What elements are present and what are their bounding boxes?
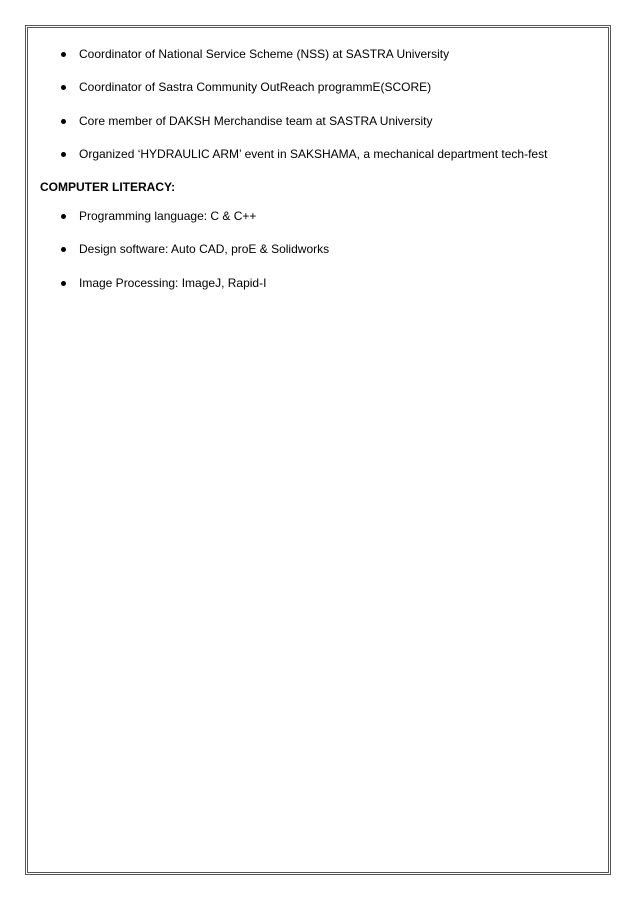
list-item-text: Core member of DAKSH Merchandise team at SASTRA University xyxy=(79,113,433,128)
activities-list xyxy=(40,47,600,162)
list-item xyxy=(40,80,600,95)
section-heading: COMPUTER LITERACY: xyxy=(40,180,176,195)
list-item-text: Programming language: C & C++ xyxy=(79,209,257,224)
activities-section xyxy=(40,47,600,162)
list-item xyxy=(40,147,600,162)
list-item-text: Coordinator of National Service Scheme (NSS) at SASTRA University xyxy=(79,47,450,61)
list-item xyxy=(40,47,600,62)
list-item-text: Image Processing: ImageJ, Rapid-I xyxy=(79,275,267,290)
list-item xyxy=(40,114,600,129)
bullet-icon xyxy=(61,119,66,124)
bullet-icon xyxy=(61,214,66,219)
list-item xyxy=(40,276,600,291)
list-item xyxy=(40,209,600,224)
computer-literacy-section xyxy=(40,180,600,291)
computer-literacy-list xyxy=(40,209,600,291)
bullet-icon xyxy=(61,247,66,252)
bullet-icon xyxy=(61,152,66,157)
bullet-icon xyxy=(61,85,66,90)
list-item-text: Design software: Auto CAD, proE & Solidworks xyxy=(79,242,330,257)
bullet-icon xyxy=(61,281,66,286)
bullet-icon xyxy=(61,52,66,57)
list-item-text: Coordinator of Sastra Community OutReach programmE(SCORE) xyxy=(79,80,432,95)
list-item xyxy=(40,242,600,257)
list-item-text: Organized ‘HYDRAULIC ARM’ event in SAKSHAMA, a mechanical department tech-fest xyxy=(79,146,548,161)
document-content xyxy=(40,47,600,309)
